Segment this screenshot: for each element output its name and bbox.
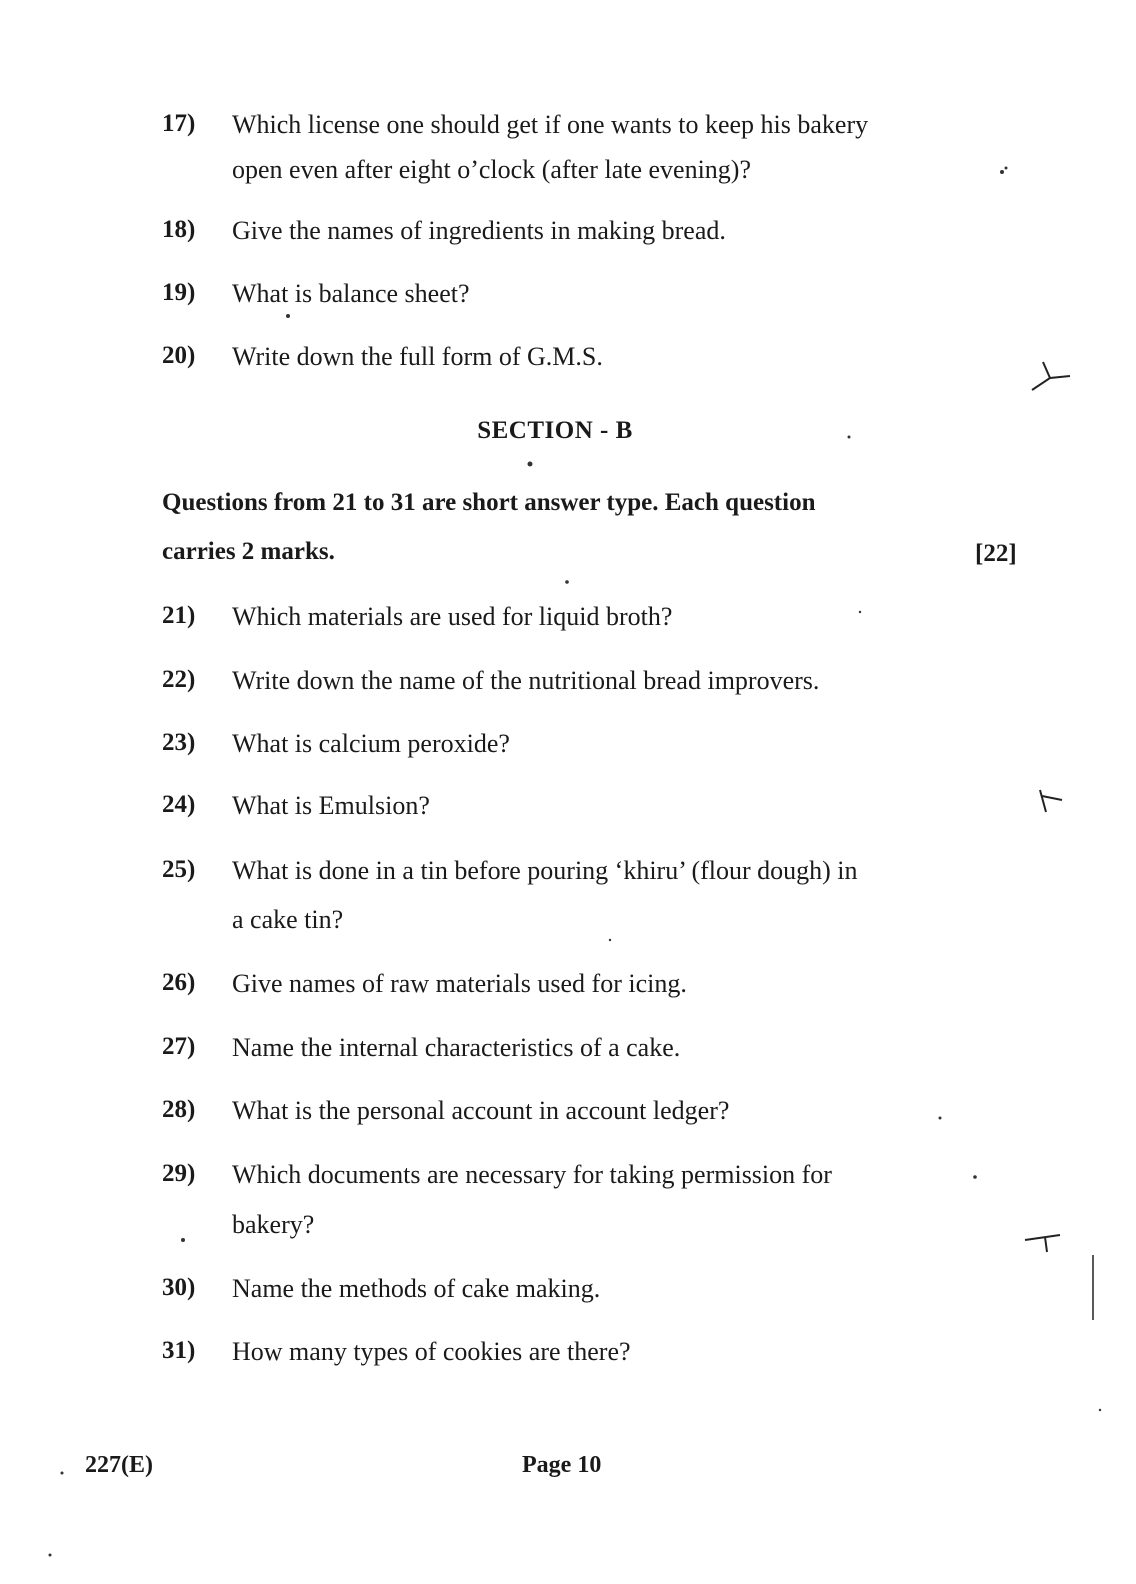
question-number: 21) <box>162 602 196 629</box>
question-text: Name the internal characteristics of a cake. <box>232 1033 681 1062</box>
question-number: 30) <box>162 1274 196 1301</box>
question-text: What is balance sheet? <box>232 279 470 308</box>
question-text: Write down the name of the nutritional bread improvers. <box>232 666 820 695</box>
question-text-continued: bakery? <box>232 1210 315 1239</box>
question-number: 25) <box>162 856 196 883</box>
question-number: 28) <box>162 1096 196 1123</box>
question-text-continued: a cake tin? <box>232 905 344 934</box>
question-text: Give the names of ingredients in making bread. <box>232 216 726 245</box>
question-number: 24) <box>162 791 196 818</box>
section-title: SECTION - B <box>477 417 633 444</box>
question-text: Which materials are used for liquid broth? <box>232 602 673 631</box>
question-number: 27) <box>162 1033 196 1060</box>
question-text-continued: open even after eight o’clock (after late evening)? <box>232 155 751 184</box>
question-text: Which license one should get if one wants to keep his bakery <box>232 110 869 139</box>
question-text: What is the personal account in account ledger? <box>232 1096 730 1125</box>
question-number: 22) <box>162 666 196 693</box>
question-number: 20) <box>162 342 196 369</box>
question-text: Which documents are necessary for taking permission for <box>232 1160 832 1189</box>
question-number: 26) <box>162 969 196 996</box>
page-number: Page 10 <box>522 1452 602 1478</box>
question-number: 19) <box>162 279 196 306</box>
question-text: What is calcium peroxide? <box>232 729 510 758</box>
question-text: Name the methods of cake making. <box>232 1274 601 1303</box>
section-instruction: Questions from 21 to 31 are short answer type. Each question <box>162 489 816 516</box>
question-number: 31) <box>162 1337 196 1364</box>
paper-code: 227(E) <box>85 1452 153 1478</box>
question-text: Give names of raw materials used for icing. <box>232 969 687 998</box>
question-text: What is Emulsion? <box>232 791 430 820</box>
section-instruction-continued: carries 2 marks. <box>162 538 335 565</box>
question-text: What is done in a tin before pouring ‘khiru’ (flour dough) in <box>232 856 858 885</box>
question-number: 17) <box>162 110 196 137</box>
question-number: 29) <box>162 1160 196 1187</box>
question-number: 18) <box>162 216 196 243</box>
question-text: How many types of cookies are there? <box>232 1337 631 1366</box>
section-marks: [22] <box>975 540 1017 567</box>
question-text: Write down the full form of G.M.S. <box>232 342 603 371</box>
question-number: 23) <box>162 729 196 756</box>
